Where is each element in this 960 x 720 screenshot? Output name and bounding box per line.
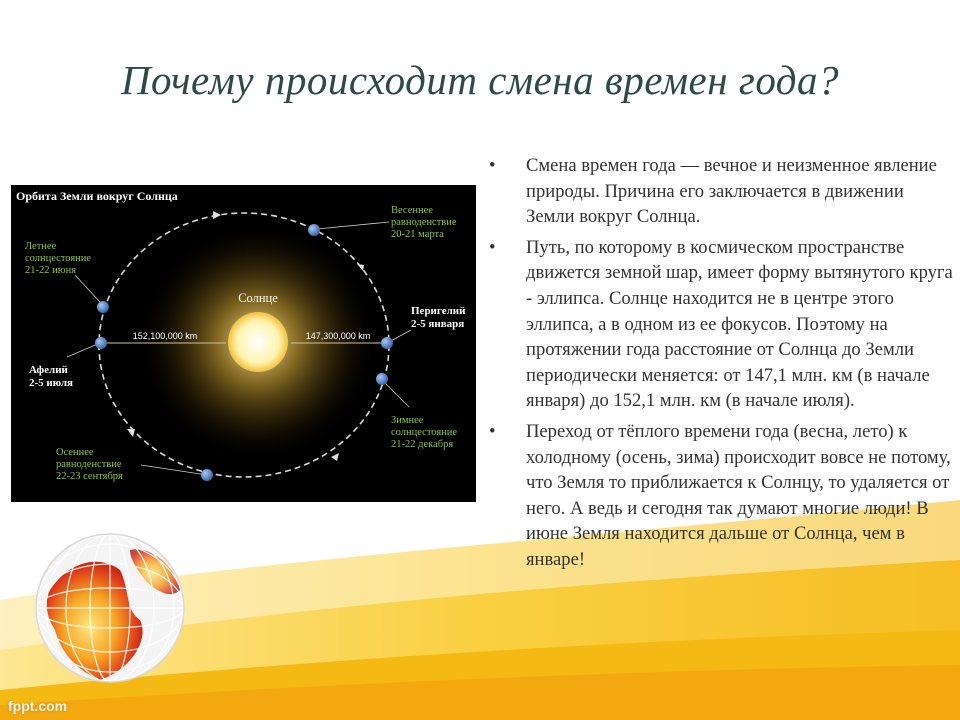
diagram-title: Орбита Земли вокруг Солнца	[16, 189, 178, 203]
orbit-diagram	[11, 185, 476, 502]
summer-label-2: солнцестояние	[25, 253, 92, 264]
spring-label-2: равноденствие	[391, 217, 457, 228]
aphelion-label-2: 2-5 июля	[29, 377, 74, 389]
earth-winter	[376, 373, 388, 385]
distance-left-label: 152,100,000 km	[132, 331, 198, 341]
earth-aphelion	[95, 337, 107, 349]
globe-icon	[30, 520, 190, 690]
bullet-dot: •	[489, 155, 496, 176]
earth-autumn	[201, 469, 213, 481]
bullet-item	[486, 419, 954, 573]
bullet-list	[486, 153, 954, 578]
earth-spring	[308, 224, 320, 236]
earth-perihelion	[381, 337, 393, 349]
spring-label-3: 20-21 марта	[391, 229, 444, 240]
winter-label-1: Зимнее	[391, 415, 424, 426]
orbit-diagram-svg	[11, 185, 476, 502]
distance-right-label: 147,300,000 km	[305, 331, 371, 341]
bullet-text: Путь, по которому в космическом пространстве движется земной шар, имеет форму вытянутого круга - эллипса. Солнце находится не в центре этого эллипса, а в одном из ее фокусов. Поэтому на протяжении года расстояние от Солнца до Земли периодически меняется: от 147,1 млн. км (в начале января) до 152,1 млн. км (в начале июля).	[526, 236, 953, 412]
perihelion-label-2: 2-5 января	[411, 318, 465, 330]
bullet-text: Смена времен года — вечное и неизменное явление природы. Причина его заключается в движении Земли вокруг Солнца.	[526, 155, 937, 228]
bullet-text: Переход от тёплого времени года (весна, лето) к холодному (осень, зима) происходит вовсе не потому, что Земля то приближается к Солнцу, то удаляется от него. А ведь и сегодня так думают многие люди! В июне Земля находится дальше от Солнца, чем в январе!	[526, 420, 951, 570]
bullet-item	[486, 153, 954, 230]
watermark: fppt.com	[8, 698, 68, 714]
autumn-label-3: 22-23 сентября	[56, 471, 123, 482]
aphelion-label-1: Афелий	[29, 364, 68, 376]
summer-label-1: Летнее	[25, 241, 57, 252]
spring-label-1: Весеннее	[391, 205, 433, 216]
sun-label: Солнце	[238, 291, 278, 305]
winter-label-2: солнцестояние	[391, 427, 458, 438]
sun	[228, 312, 288, 372]
slide-title: Почему происходит смена времен года?	[120, 57, 840, 103]
bullet-dot: •	[489, 236, 496, 258]
summer-label-3: 21-22 июня	[25, 265, 77, 276]
winter-label-3: 21-22 декабря	[391, 439, 454, 450]
perihelion-label-1: Перигелий	[411, 305, 466, 317]
autumn-label-1: Осеннее	[56, 447, 94, 458]
autumn-label-2: равноденствие	[56, 459, 122, 470]
bullet-item	[486, 235, 954, 414]
earth-summer	[97, 301, 109, 313]
bullet-dot: •	[489, 420, 496, 442]
